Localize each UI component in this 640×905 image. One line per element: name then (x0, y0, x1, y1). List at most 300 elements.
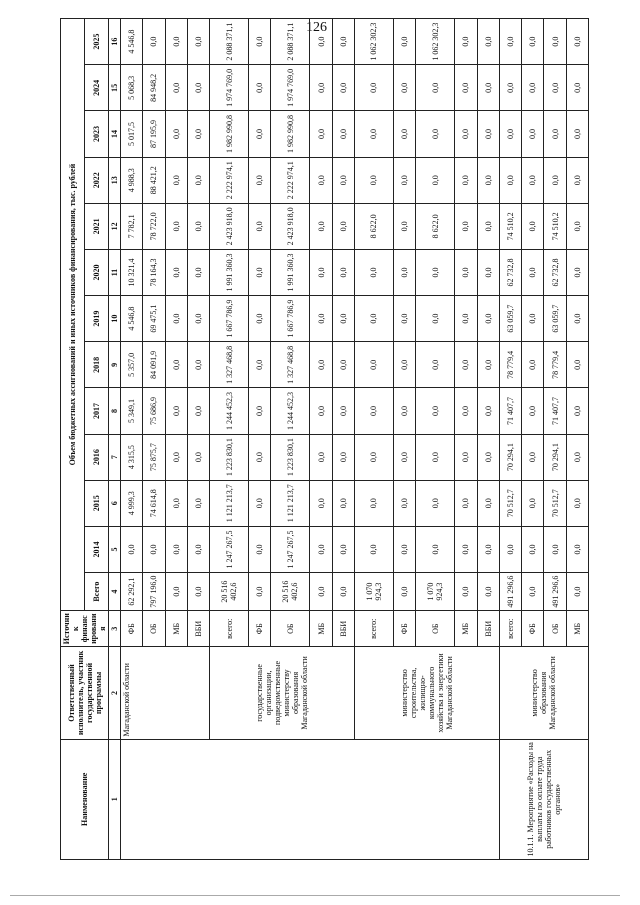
value-cell: 1 982 990,8 (210, 111, 249, 157)
value-cell: 8 622,0 (354, 203, 393, 249)
value-cell: 0,0 (393, 573, 415, 611)
column-number: 5 (109, 526, 121, 572)
source-cell: ОБ (544, 611, 566, 647)
value-cell: 491 296,6 (544, 573, 566, 611)
value-cell: 0,0 (566, 65, 588, 111)
value-cell: 0,0 (310, 526, 332, 572)
value-cell: 1 121 213,7 (271, 480, 310, 526)
value-cell: 0,0 (393, 111, 415, 157)
header-source: Источник финансирования (61, 611, 109, 647)
value-cell: 1 991 360,3 (210, 249, 249, 295)
value-cell: 0,0 (249, 573, 271, 611)
value-cell: 0,0 (310, 65, 332, 111)
value-cell: 0,0 (477, 65, 499, 111)
value-cell: 0,0 (310, 249, 332, 295)
value-cell: 0,0 (393, 434, 415, 480)
value-cell: 0,0 (310, 573, 332, 611)
value-cell: 0,0 (455, 19, 477, 65)
value-cell: 0,0 (522, 388, 544, 434)
column-number: 6 (109, 480, 121, 526)
name-cell-group-a (121, 739, 500, 859)
value-cell: 0,0 (566, 157, 588, 203)
value-cell: 0,0 (416, 388, 455, 434)
value-cell: 4 999,3 (121, 480, 143, 526)
value-cell: 0,0 (187, 203, 209, 249)
value-cell: 0,0 (566, 480, 588, 526)
value-cell: 1 974 769,0 (271, 65, 310, 111)
value-cell: 0,0 (354, 249, 393, 295)
scan-edge-line (10, 895, 620, 896)
header-total: Всего (85, 573, 109, 611)
value-cell: 1 223 830,1 (210, 434, 249, 480)
value-cell: 0,0 (187, 573, 209, 611)
header-year: 2025 (85, 19, 109, 65)
value-cell: 8 622,0 (416, 203, 455, 249)
value-cell: 0,0 (310, 342, 332, 388)
column-number: 16 (109, 19, 121, 65)
value-cell: 20 516 402,6 (210, 573, 249, 611)
value-cell: 0,0 (393, 65, 415, 111)
source-cell: всего: (354, 611, 393, 647)
executor-cell: государственные организации, подведомственные министерству образования Магаданской области (210, 647, 355, 739)
value-cell: 0,0 (249, 388, 271, 434)
value-cell: 0,0 (332, 342, 354, 388)
value-cell: 0,0 (310, 388, 332, 434)
value-cell: 75 686,9 (143, 388, 165, 434)
header-year: 2024 (85, 65, 109, 111)
header-year: 2014 (85, 526, 109, 572)
value-cell: 0,0 (310, 19, 332, 65)
value-cell: 1 247 267,5 (271, 526, 310, 572)
value-cell: 1 247 267,5 (210, 526, 249, 572)
value-cell: 0,0 (477, 296, 499, 342)
value-cell: 0,0 (499, 111, 521, 157)
value-cell: 0,0 (393, 526, 415, 572)
source-cell: всего: (210, 611, 249, 647)
value-cell: 74 614,8 (143, 480, 165, 526)
value-cell: 5 068,3 (121, 65, 143, 111)
value-cell: 0,0 (310, 434, 332, 480)
value-cell: 70 294,1 (544, 434, 566, 480)
value-cell: 0,0 (522, 342, 544, 388)
rotated-table-wrapper (60, 18, 582, 860)
value-cell: 4 315,5 (121, 434, 143, 480)
header-year: 2022 (85, 157, 109, 203)
value-cell: 0,0 (332, 157, 354, 203)
value-cell: 0,0 (187, 434, 209, 480)
table-row (499, 19, 521, 860)
table-body (121, 19, 589, 860)
header-column-numbers (109, 19, 121, 860)
value-cell: 0,0 (187, 111, 209, 157)
value-cell: 2 088 371,1 (210, 19, 249, 65)
value-cell: 0,0 (477, 573, 499, 611)
value-cell: 1 327 468,8 (271, 342, 310, 388)
value-cell: 10 321,4 (121, 249, 143, 295)
value-cell: 0,0 (455, 157, 477, 203)
value-cell: 0,0 (393, 249, 415, 295)
value-cell: 0,0 (477, 342, 499, 388)
name-cell-activity: 10.1.1. Мероприятие «Расходы на выплаты по оплате труда работников государственных органов» (499, 739, 588, 859)
value-cell: 1 062 302,3 (416, 19, 455, 65)
value-cell: 0,0 (455, 573, 477, 611)
column-number: 11 (109, 249, 121, 295)
header-name: Наименование (61, 739, 109, 859)
value-cell: 1 062 302,3 (354, 19, 393, 65)
value-cell: 0,0 (416, 342, 455, 388)
value-cell: 0,0 (477, 526, 499, 572)
value-cell: 0,0 (332, 19, 354, 65)
value-cell: 0,0 (165, 111, 187, 157)
value-cell: 0,0 (522, 434, 544, 480)
column-number: 3 (109, 611, 121, 647)
value-cell: 78 164,3 (143, 249, 165, 295)
value-cell: 0,0 (566, 526, 588, 572)
value-cell: 0,0 (477, 19, 499, 65)
value-cell: 0,0 (522, 111, 544, 157)
value-cell: 0,0 (332, 296, 354, 342)
value-cell: 0,0 (354, 388, 393, 434)
value-cell: 0,0 (165, 480, 187, 526)
value-cell: 0,0 (522, 19, 544, 65)
value-cell: 0,0 (310, 157, 332, 203)
value-cell: 1 974 769,0 (210, 65, 249, 111)
value-cell: 0,0 (477, 249, 499, 295)
column-number: 12 (109, 203, 121, 249)
value-cell: 0,0 (566, 296, 588, 342)
value-cell: 0,0 (522, 249, 544, 295)
value-cell: 0,0 (522, 157, 544, 203)
value-cell: 7 782,1 (121, 203, 143, 249)
value-cell: 0,0 (477, 157, 499, 203)
header-volume: Объем бюджетных ассигнований и иных источников финансирования, тыс. рублей (61, 19, 85, 611)
value-cell: 0,0 (566, 19, 588, 65)
budget-table (60, 18, 589, 860)
value-cell: 0,0 (354, 526, 393, 572)
value-cell: 1 070 924,3 (416, 573, 455, 611)
value-cell: 84 091,9 (143, 342, 165, 388)
header-year: 2021 (85, 203, 109, 249)
value-cell: 0,0 (416, 526, 455, 572)
column-number: 9 (109, 342, 121, 388)
source-cell: ОБ (271, 611, 310, 647)
value-cell: 0,0 (393, 296, 415, 342)
value-cell: 0,0 (393, 388, 415, 434)
value-cell: 0,0 (393, 480, 415, 526)
value-cell: 0,0 (544, 111, 566, 157)
source-cell: ВБИ (187, 611, 209, 647)
value-cell: 62 292,1 (121, 573, 143, 611)
page-number: 126 (306, 20, 327, 35)
value-cell: 0,0 (416, 157, 455, 203)
value-cell: 0,0 (416, 65, 455, 111)
value-cell: 0,0 (249, 526, 271, 572)
value-cell: 71 407,7 (544, 388, 566, 434)
value-cell: 0,0 (249, 480, 271, 526)
value-cell: 0,0 (566, 434, 588, 480)
table-header (61, 19, 121, 860)
value-cell: 0,0 (416, 111, 455, 157)
value-cell: 0,0 (332, 65, 354, 111)
value-cell: 0,0 (544, 19, 566, 65)
value-cell: 0,0 (522, 526, 544, 572)
table-row (121, 19, 143, 860)
value-cell: 0,0 (566, 388, 588, 434)
value-cell: 0,0 (165, 573, 187, 611)
header-year: 2023 (85, 111, 109, 157)
value-cell: 74 510,2 (544, 203, 566, 249)
value-cell: 0,0 (249, 296, 271, 342)
value-cell: 0,0 (165, 526, 187, 572)
table-row (210, 19, 249, 860)
source-cell: ВБИ (477, 611, 499, 647)
value-cell: 5 017,5 (121, 111, 143, 157)
value-cell: 0,0 (522, 480, 544, 526)
executor-cell: Магаданской области (121, 647, 210, 739)
value-cell: 4 546,8 (121, 19, 143, 65)
value-cell: 1 327 468,8 (210, 342, 249, 388)
column-number: 2 (109, 647, 121, 739)
value-cell: 0,0 (544, 526, 566, 572)
value-cell: 1 244 452,3 (210, 388, 249, 434)
value-cell: 1 667 786,9 (210, 296, 249, 342)
source-cell: ФБ (249, 611, 271, 647)
value-cell: 0,0 (393, 157, 415, 203)
value-cell: 0,0 (165, 434, 187, 480)
value-cell: 0,0 (143, 526, 165, 572)
value-cell: 1 667 786,9 (271, 296, 310, 342)
value-cell: 797 196,0 (143, 573, 165, 611)
value-cell: 0,0 (354, 296, 393, 342)
value-cell: 0,0 (249, 434, 271, 480)
value-cell: 0,0 (310, 480, 332, 526)
value-cell: 0,0 (416, 296, 455, 342)
value-cell: 0,0 (566, 342, 588, 388)
header-year: 2019 (85, 296, 109, 342)
executor-cell: министерство строительства, жилищно-коммунального хозяйства и энергетики Магаданской области (354, 647, 499, 739)
value-cell: 0,0 (187, 65, 209, 111)
value-cell: 1 070 924,3 (354, 573, 393, 611)
value-cell: 0,0 (499, 157, 521, 203)
value-cell: 0,0 (544, 65, 566, 111)
value-cell: 78 779,4 (544, 342, 566, 388)
value-cell: 0,0 (249, 111, 271, 157)
value-cell: 0,0 (566, 249, 588, 295)
source-cell: ФБ (393, 611, 415, 647)
value-cell: 1 244 452,3 (271, 388, 310, 434)
value-cell: 0,0 (332, 203, 354, 249)
value-cell: 0,0 (354, 480, 393, 526)
value-cell: 0,0 (249, 249, 271, 295)
column-number: 13 (109, 157, 121, 203)
header-year: 2015 (85, 480, 109, 526)
value-cell: 0,0 (165, 296, 187, 342)
value-cell: 5 357,0 (121, 342, 143, 388)
value-cell: 0,0 (187, 342, 209, 388)
value-cell: 0,0 (477, 388, 499, 434)
value-cell: 71 407,7 (499, 388, 521, 434)
value-cell: 78 779,4 (499, 342, 521, 388)
value-cell: 0,0 (522, 65, 544, 111)
value-cell: 0,0 (187, 249, 209, 295)
value-cell: 4 546,8 (121, 296, 143, 342)
value-cell: 0,0 (165, 203, 187, 249)
value-cell: 0,0 (310, 111, 332, 157)
value-cell: 2 088 371,1 (271, 19, 310, 65)
source-cell: ФБ (121, 611, 143, 647)
value-cell: 0,0 (187, 480, 209, 526)
value-cell: 0,0 (393, 203, 415, 249)
value-cell: 0,0 (455, 434, 477, 480)
value-cell: 0,0 (416, 249, 455, 295)
value-cell: 1 121 213,7 (210, 480, 249, 526)
value-cell: 1 982 990,8 (271, 111, 310, 157)
source-cell: МБ (455, 611, 477, 647)
value-cell: 0,0 (249, 157, 271, 203)
column-number: 10 (109, 296, 121, 342)
value-cell: 0,0 (455, 342, 477, 388)
value-cell: 0,0 (354, 434, 393, 480)
value-cell: 0,0 (187, 526, 209, 572)
value-cell: 0,0 (566, 573, 588, 611)
value-cell: 74 510,2 (499, 203, 521, 249)
value-cell: 0,0 (187, 19, 209, 65)
header-year: 2016 (85, 434, 109, 480)
value-cell: 0,0 (165, 19, 187, 65)
value-cell: 0,0 (455, 111, 477, 157)
value-cell: 0,0 (477, 203, 499, 249)
value-cell: 70 294,1 (499, 434, 521, 480)
value-cell: 0,0 (354, 157, 393, 203)
value-cell: 63 059,7 (499, 296, 521, 342)
value-cell: 20 516 402,6 (271, 573, 310, 611)
value-cell: 0,0 (332, 573, 354, 611)
value-cell: 0,0 (249, 65, 271, 111)
column-number: 1 (109, 739, 121, 859)
value-cell: 0,0 (332, 480, 354, 526)
value-cell: 87 195,9 (143, 111, 165, 157)
value-cell: 0,0 (249, 342, 271, 388)
value-cell: 0,0 (121, 526, 143, 572)
column-number: 7 (109, 434, 121, 480)
value-cell: 0,0 (187, 388, 209, 434)
value-cell: 2 423 918,0 (271, 203, 310, 249)
value-cell: 0,0 (332, 526, 354, 572)
value-cell: 0,0 (143, 19, 165, 65)
value-cell: 88 421,2 (143, 157, 165, 203)
value-cell: 0,0 (544, 157, 566, 203)
source-cell: ВБИ (332, 611, 354, 647)
value-cell: 491 296,6 (499, 573, 521, 611)
value-cell: 0,0 (477, 434, 499, 480)
value-cell: 4 988,3 (121, 157, 143, 203)
value-cell: 70 512,7 (499, 480, 521, 526)
source-cell: МБ (310, 611, 332, 647)
value-cell: 0,0 (455, 296, 477, 342)
value-cell: 0,0 (165, 157, 187, 203)
value-cell: 0,0 (522, 296, 544, 342)
value-cell: 0,0 (566, 203, 588, 249)
source-cell: ОБ (416, 611, 455, 647)
value-cell: 0,0 (566, 111, 588, 157)
value-cell: 63 059,7 (544, 296, 566, 342)
value-cell: 2 222 974,1 (271, 157, 310, 203)
value-cell: 0,0 (455, 388, 477, 434)
value-cell: 0,0 (522, 573, 544, 611)
value-cell: 0,0 (455, 203, 477, 249)
value-cell: 1 991 360,3 (271, 249, 310, 295)
header-year: 2017 (85, 388, 109, 434)
value-cell: 0,0 (310, 296, 332, 342)
header-year: 2018 (85, 342, 109, 388)
value-cell: 0,0 (499, 65, 521, 111)
value-cell: 69 475,1 (143, 296, 165, 342)
value-cell: 0,0 (393, 342, 415, 388)
value-cell: 0,0 (249, 19, 271, 65)
value-cell: 0,0 (455, 249, 477, 295)
source-cell: ФБ (522, 611, 544, 647)
value-cell: 0,0 (477, 480, 499, 526)
value-cell: 0,0 (416, 480, 455, 526)
value-cell: 62 732,8 (544, 249, 566, 295)
column-number: 4 (109, 573, 121, 611)
value-cell: 78 722,0 (143, 203, 165, 249)
source-cell: МБ (566, 611, 588, 647)
value-cell: 0,0 (332, 249, 354, 295)
value-cell: 70 512,7 (544, 480, 566, 526)
value-cell: 0,0 (187, 296, 209, 342)
column-number: 8 (109, 388, 121, 434)
column-number: 14 (109, 111, 121, 157)
source-cell: ОБ (143, 611, 165, 647)
value-cell: 0,0 (477, 111, 499, 157)
executor-cell: министерство образования Магаданской области (499, 647, 588, 739)
value-cell: 75 875,7 (143, 434, 165, 480)
value-cell: 5 349,1 (121, 388, 143, 434)
value-cell: 0,0 (165, 388, 187, 434)
column-number: 15 (109, 65, 121, 111)
value-cell: 0,0 (354, 111, 393, 157)
value-cell: 84 948,2 (143, 65, 165, 111)
value-cell: 0,0 (310, 203, 332, 249)
value-cell: 0,0 (332, 388, 354, 434)
value-cell: 0,0 (522, 203, 544, 249)
value-cell: 2 423 918,0 (210, 203, 249, 249)
value-cell: 0,0 (332, 434, 354, 480)
value-cell: 0,0 (165, 249, 187, 295)
header-year: 2020 (85, 249, 109, 295)
source-cell: МБ (165, 611, 187, 647)
value-cell: 0,0 (455, 526, 477, 572)
value-cell: 0,0 (165, 342, 187, 388)
value-cell: 0,0 (416, 434, 455, 480)
value-cell: 0,0 (249, 203, 271, 249)
value-cell: 0,0 (393, 19, 415, 65)
value-cell: 0,0 (187, 157, 209, 203)
source-cell: всего: (499, 611, 521, 647)
value-cell: 0,0 (165, 65, 187, 111)
value-cell: 0,0 (354, 65, 393, 111)
value-cell: 0,0 (354, 342, 393, 388)
value-cell: 1 223 830,1 (271, 434, 310, 480)
value-cell: 0,0 (499, 526, 521, 572)
value-cell: 62 732,8 (499, 249, 521, 295)
header-executor: Ответственный исполнитель, участник государственной программы (61, 647, 109, 739)
value-cell: 0,0 (455, 65, 477, 111)
value-cell: 0,0 (499, 19, 521, 65)
value-cell: 0,0 (332, 111, 354, 157)
value-cell: 2 222 974,1 (210, 157, 249, 203)
